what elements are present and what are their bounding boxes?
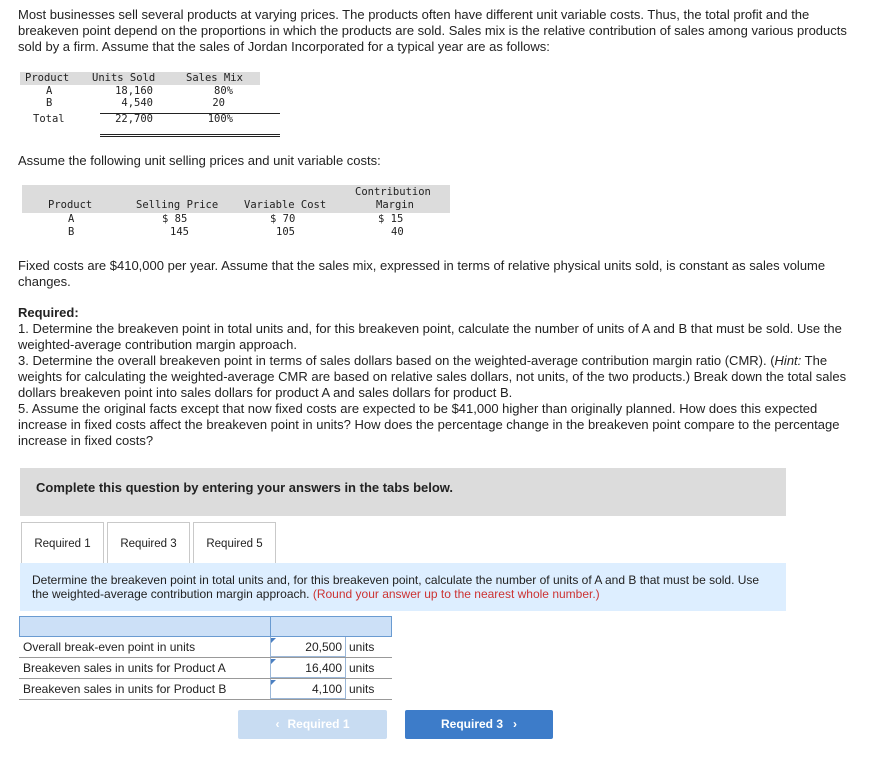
sales-table-header	[20, 72, 260, 85]
unit-label: units	[349, 661, 375, 675]
tab-required-3[interactable]: Required 3	[107, 522, 190, 564]
table-row	[19, 658, 392, 679]
col-product: Product	[25, 72, 70, 84]
col-units-sold: Units Sold	[92, 72, 156, 84]
next-button[interactable]: Required 3 ›	[405, 710, 553, 739]
double-underline	[100, 136, 280, 137]
tab-required-1[interactable]: Required 1	[21, 522, 104, 564]
instructions-banner: Complete this question by entering your answers in the tabs below.	[20, 468, 786, 516]
required-item-5: 5. Assume the original facts except that now fixed costs are expected to be $41,000 higher than originally planned. How does this expected increase in fixed costs affect the breakeven point in units? How does the percentage change in the breakeven point compare to the percentage increase in fixed costs?	[18, 401, 840, 448]
product-b-breakeven-input[interactable]: 4,100	[270, 679, 346, 699]
tab-required-5[interactable]: Required 5	[193, 522, 276, 564]
double-underline	[100, 134, 280, 135]
table-row: B 145 105 40	[68, 226, 404, 238]
table-row	[19, 679, 392, 700]
required-section	[18, 305, 863, 449]
total-row: Total 22,700 100%	[33, 113, 233, 125]
answer-marker-icon	[271, 659, 276, 664]
table-row	[19, 637, 392, 658]
answer-marker-icon	[271, 680, 276, 685]
required-item-3: 3. Determine the overall breakeven point in terms of sales dollars based on the weighted-average contribution margin ratio (CMR). (Hint: The weights for calculating the weighted-average CMR are based on relative sales dollars, not units, of the two products.) Break down the total sales dollars breakeven point into sales dollars for product A and sales dollars for product B.	[18, 353, 847, 400]
row-label: Breakeven sales in units for Product A	[23, 661, 226, 675]
fixed-costs-text: Fixed costs are $410,000 per year. Assume that the sales mix, expressed in terms of relative physical units sold, is constant as sales volume changes.	[18, 258, 826, 289]
assume-text: Assume the following unit selling prices and unit variable costs:	[18, 153, 381, 168]
chevron-left-icon: ‹	[275, 717, 280, 731]
answer-marker-icon	[271, 638, 276, 643]
answer-table	[19, 616, 392, 700]
row-label: Overall break-even point in units	[23, 640, 196, 654]
question-panel	[20, 563, 786, 611]
panel-text: Determine the breakeven point in total units and, for this breakeven point, calculate the number of units of A and B that must be sold. Use the weighted-average contribution margin approach.	[32, 573, 760, 601]
answer-table-header	[19, 616, 392, 637]
required-title: Required:	[18, 305, 79, 320]
col-sales-mix: Sales Mix	[186, 72, 243, 84]
sales-mix-table	[20, 72, 260, 125]
round-hint: (Round your answer up to the nearest whole number.)	[312, 587, 600, 601]
unit-label: units	[349, 682, 375, 696]
price-table-header: Product Selling Price Variable Cost Contribution Margin	[22, 185, 450, 213]
table-row: A $ 85 $ 70 $ 15	[68, 213, 404, 225]
required-item-1: 1. Determine the breakeven point in total units and, for this breakeven point, calculate the number of units of A and B that must be sold. Use the weighted-average contribution margin approach.	[18, 321, 842, 352]
intro-paragraph: Most businesses sell several products at varying prices. The products often have different unit variable costs. Thus, the total profit and the breakeven point depend on the proportions in which the products are sold. Sales mix is the relative contribution of sales among various products sold by a firm. Assume that the sales of Jordan Incorporated for a typical year are as follows:	[18, 7, 847, 54]
row-label: Breakeven sales in units for Product B	[23, 682, 227, 696]
prev-button[interactable]: ‹ Required 1	[238, 710, 387, 739]
price-table	[22, 185, 450, 239]
product-a-breakeven-input[interactable]: 16,400	[270, 658, 346, 678]
table-row: A 18,160 80%	[46, 85, 233, 97]
overall-breakeven-input[interactable]: 20,500	[270, 637, 346, 657]
chevron-right-icon: ›	[513, 717, 517, 731]
table-row: B 4,540 20	[46, 97, 225, 109]
unit-label: units	[349, 640, 375, 654]
